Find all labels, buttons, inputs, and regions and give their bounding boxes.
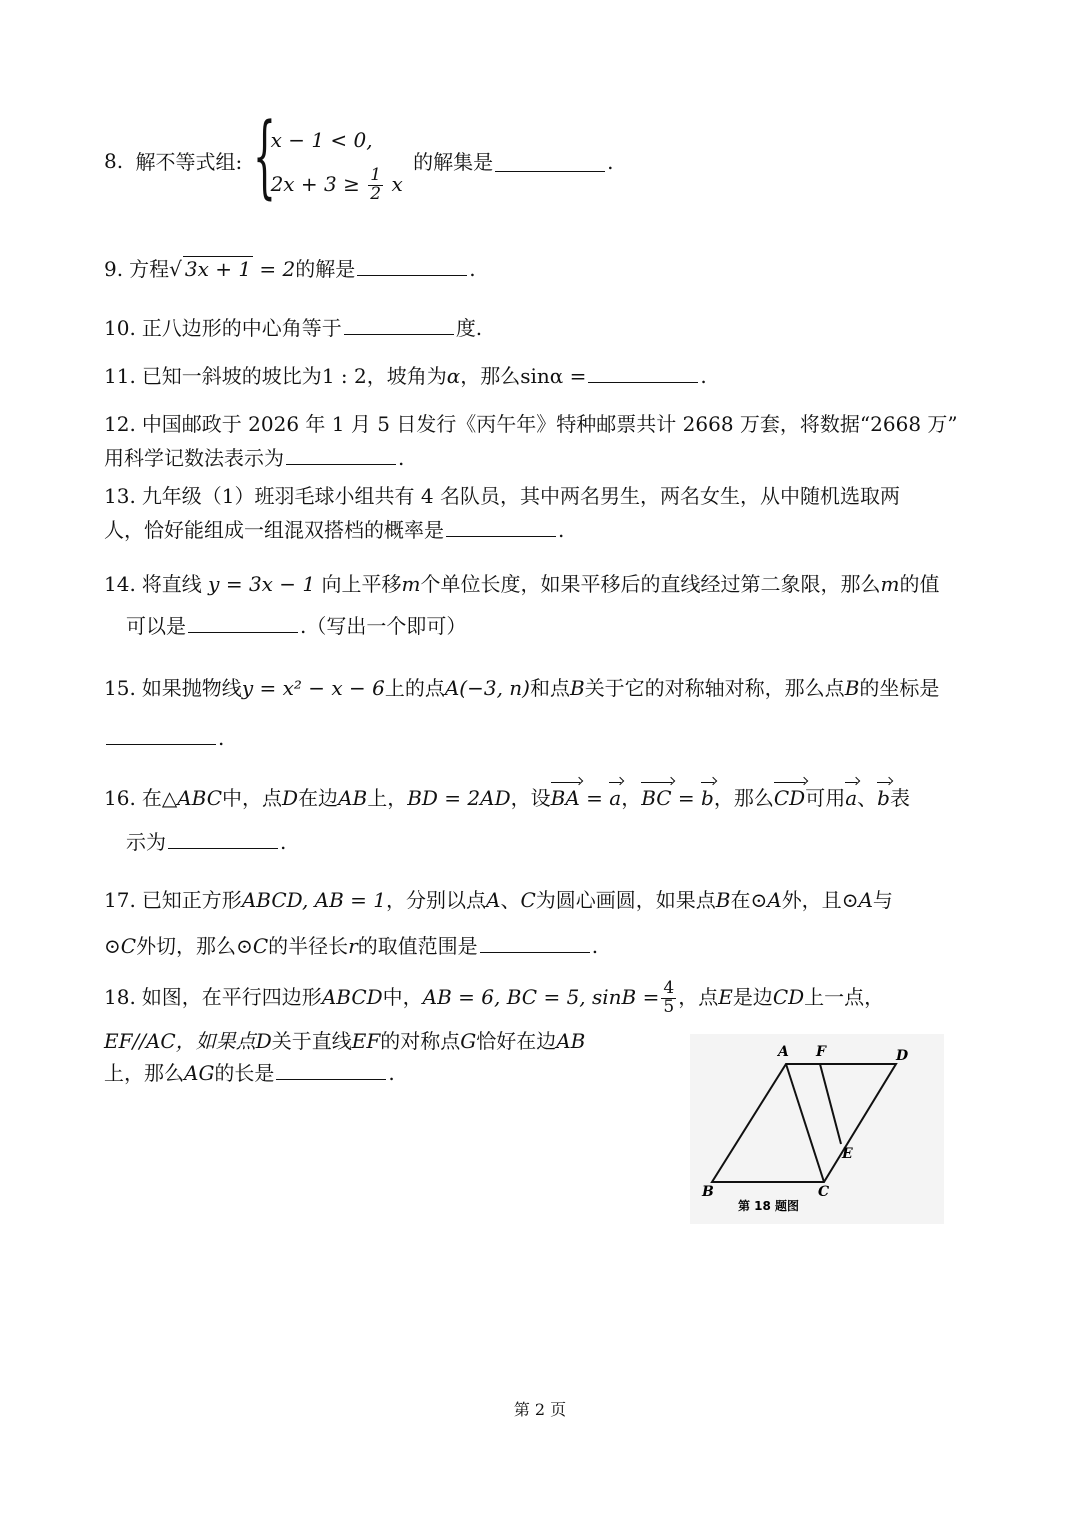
question-12: 12. 中国邮政于 2026 年 1 月 5 日发行《丙午年》特种邮票共计 2668 万套，将数据“2668 万” 用科学记数法表示为 .: [104, 412, 958, 470]
inequality-2: 2x + 3 ≥ $\frac{1}{2}$ x: [270, 165, 403, 204]
question-number: 10.: [104, 316, 136, 340]
question-13: 13. 九年级（1）班羽毛球小组共有 4 名队员，其中两名男生，两名女生，从中随机选取两 人，恰好能组成一组混双搭档的概率是 .: [104, 484, 900, 542]
question-17: 17. 已知正方形ABCD, AB = 1，分别以点A、C为圆心画圆，如果点B在⊙A外，且⊙A与 ⊙C外切，那么⊙C的半径长r的取值范围是 .: [104, 888, 893, 958]
radicand: 3x + 1: [184, 257, 252, 281]
answer-blank[interactable]: [188, 614, 298, 633]
question-11: 11. 已知一斜坡的坡比为1 : 2，坡角为α，那么sinα = .: [104, 364, 707, 388]
figure-caption: 第 18 题图: [738, 1199, 800, 1213]
question-number: 11.: [104, 364, 136, 388]
question-number: 12.: [104, 412, 136, 436]
question-15: 15. 如果抛物线y = x² − x − 6上的点A(−3, n)和点B关于它的对称轴对称，那么点B的坐标是 .: [104, 676, 940, 750]
question-number: 17.: [104, 888, 136, 912]
fraction: $\frac{1}{2}$: [370, 165, 382, 204]
question-number: 15.: [104, 676, 136, 700]
answer-blank[interactable]: [168, 830, 278, 849]
question-text: 解不等式组:: [135, 150, 243, 174]
label-F: F: [816, 1044, 826, 1060]
answer-blank[interactable]: [446, 518, 556, 537]
figure-18: [690, 1034, 944, 1229]
brace: {: [252, 104, 276, 209]
answer-blank[interactable]: [106, 726, 216, 745]
question-number: 14.: [104, 572, 136, 596]
parallelogram-diagram: [690, 1034, 944, 1224]
answer-blank[interactable]: [276, 1061, 386, 1080]
label-B: B: [702, 1184, 714, 1200]
question-9: 9. 方程√ 3x + 1 = 2的解是 .: [104, 257, 476, 281]
question-number: 16.: [104, 786, 136, 810]
label-C: C: [818, 1184, 830, 1200]
question-8: 8. 解不等式组: { x − 1 < 0, 2x + 3 ≥ $\frac{1}{2}$ x 的解集是 .: [104, 104, 614, 209]
inequality-1: x − 1 < 0,: [270, 128, 373, 152]
answer-blank[interactable]: [495, 153, 605, 172]
question-number: 18.: [104, 984, 136, 1009]
answer-blank[interactable]: [344, 316, 454, 335]
page-footer: 第 2 页: [513, 1400, 567, 1419]
question-10: 10. 正八边形的中心角等于 度.: [104, 316, 483, 340]
label-E: E: [842, 1146, 853, 1162]
answer-blank[interactable]: [357, 257, 467, 276]
answer-blank[interactable]: [480, 934, 590, 953]
answer-blank[interactable]: [286, 446, 396, 465]
question-16: 16. 在△ABC中，点D在边AB上，BD = 2AD，设BA = a，BC = b，那么CD可用a、b表 示为 .: [104, 786, 910, 854]
question-number: 9.: [104, 257, 124, 281]
question-number: 8.: [104, 148, 124, 173]
fraction: $\frac{4}{5}$: [663, 978, 675, 1017]
label-A: A: [778, 1044, 789, 1060]
label-D: D: [896, 1048, 909, 1064]
inequality-system: [252, 104, 403, 209]
question-number: 13.: [104, 484, 136, 508]
question-18: 18. 如图，在平行四边形ABCD中，AB = 6, BC = 5, sinB = $\frac{4}{5}$ ，点E是边CD上一点， EF//AC，如果点D关于直线EF的对称点G恰好在边AB 上，那么AG的长是 .: [104, 978, 885, 1085]
question-14: 14. 将直线 y = 3x − 1 向上平移m个单位长度，如果平移后的直线经过第二象限，那么m的值 可以是 .（写出一个即可）: [104, 572, 940, 638]
answer-blank[interactable]: [588, 364, 698, 383]
